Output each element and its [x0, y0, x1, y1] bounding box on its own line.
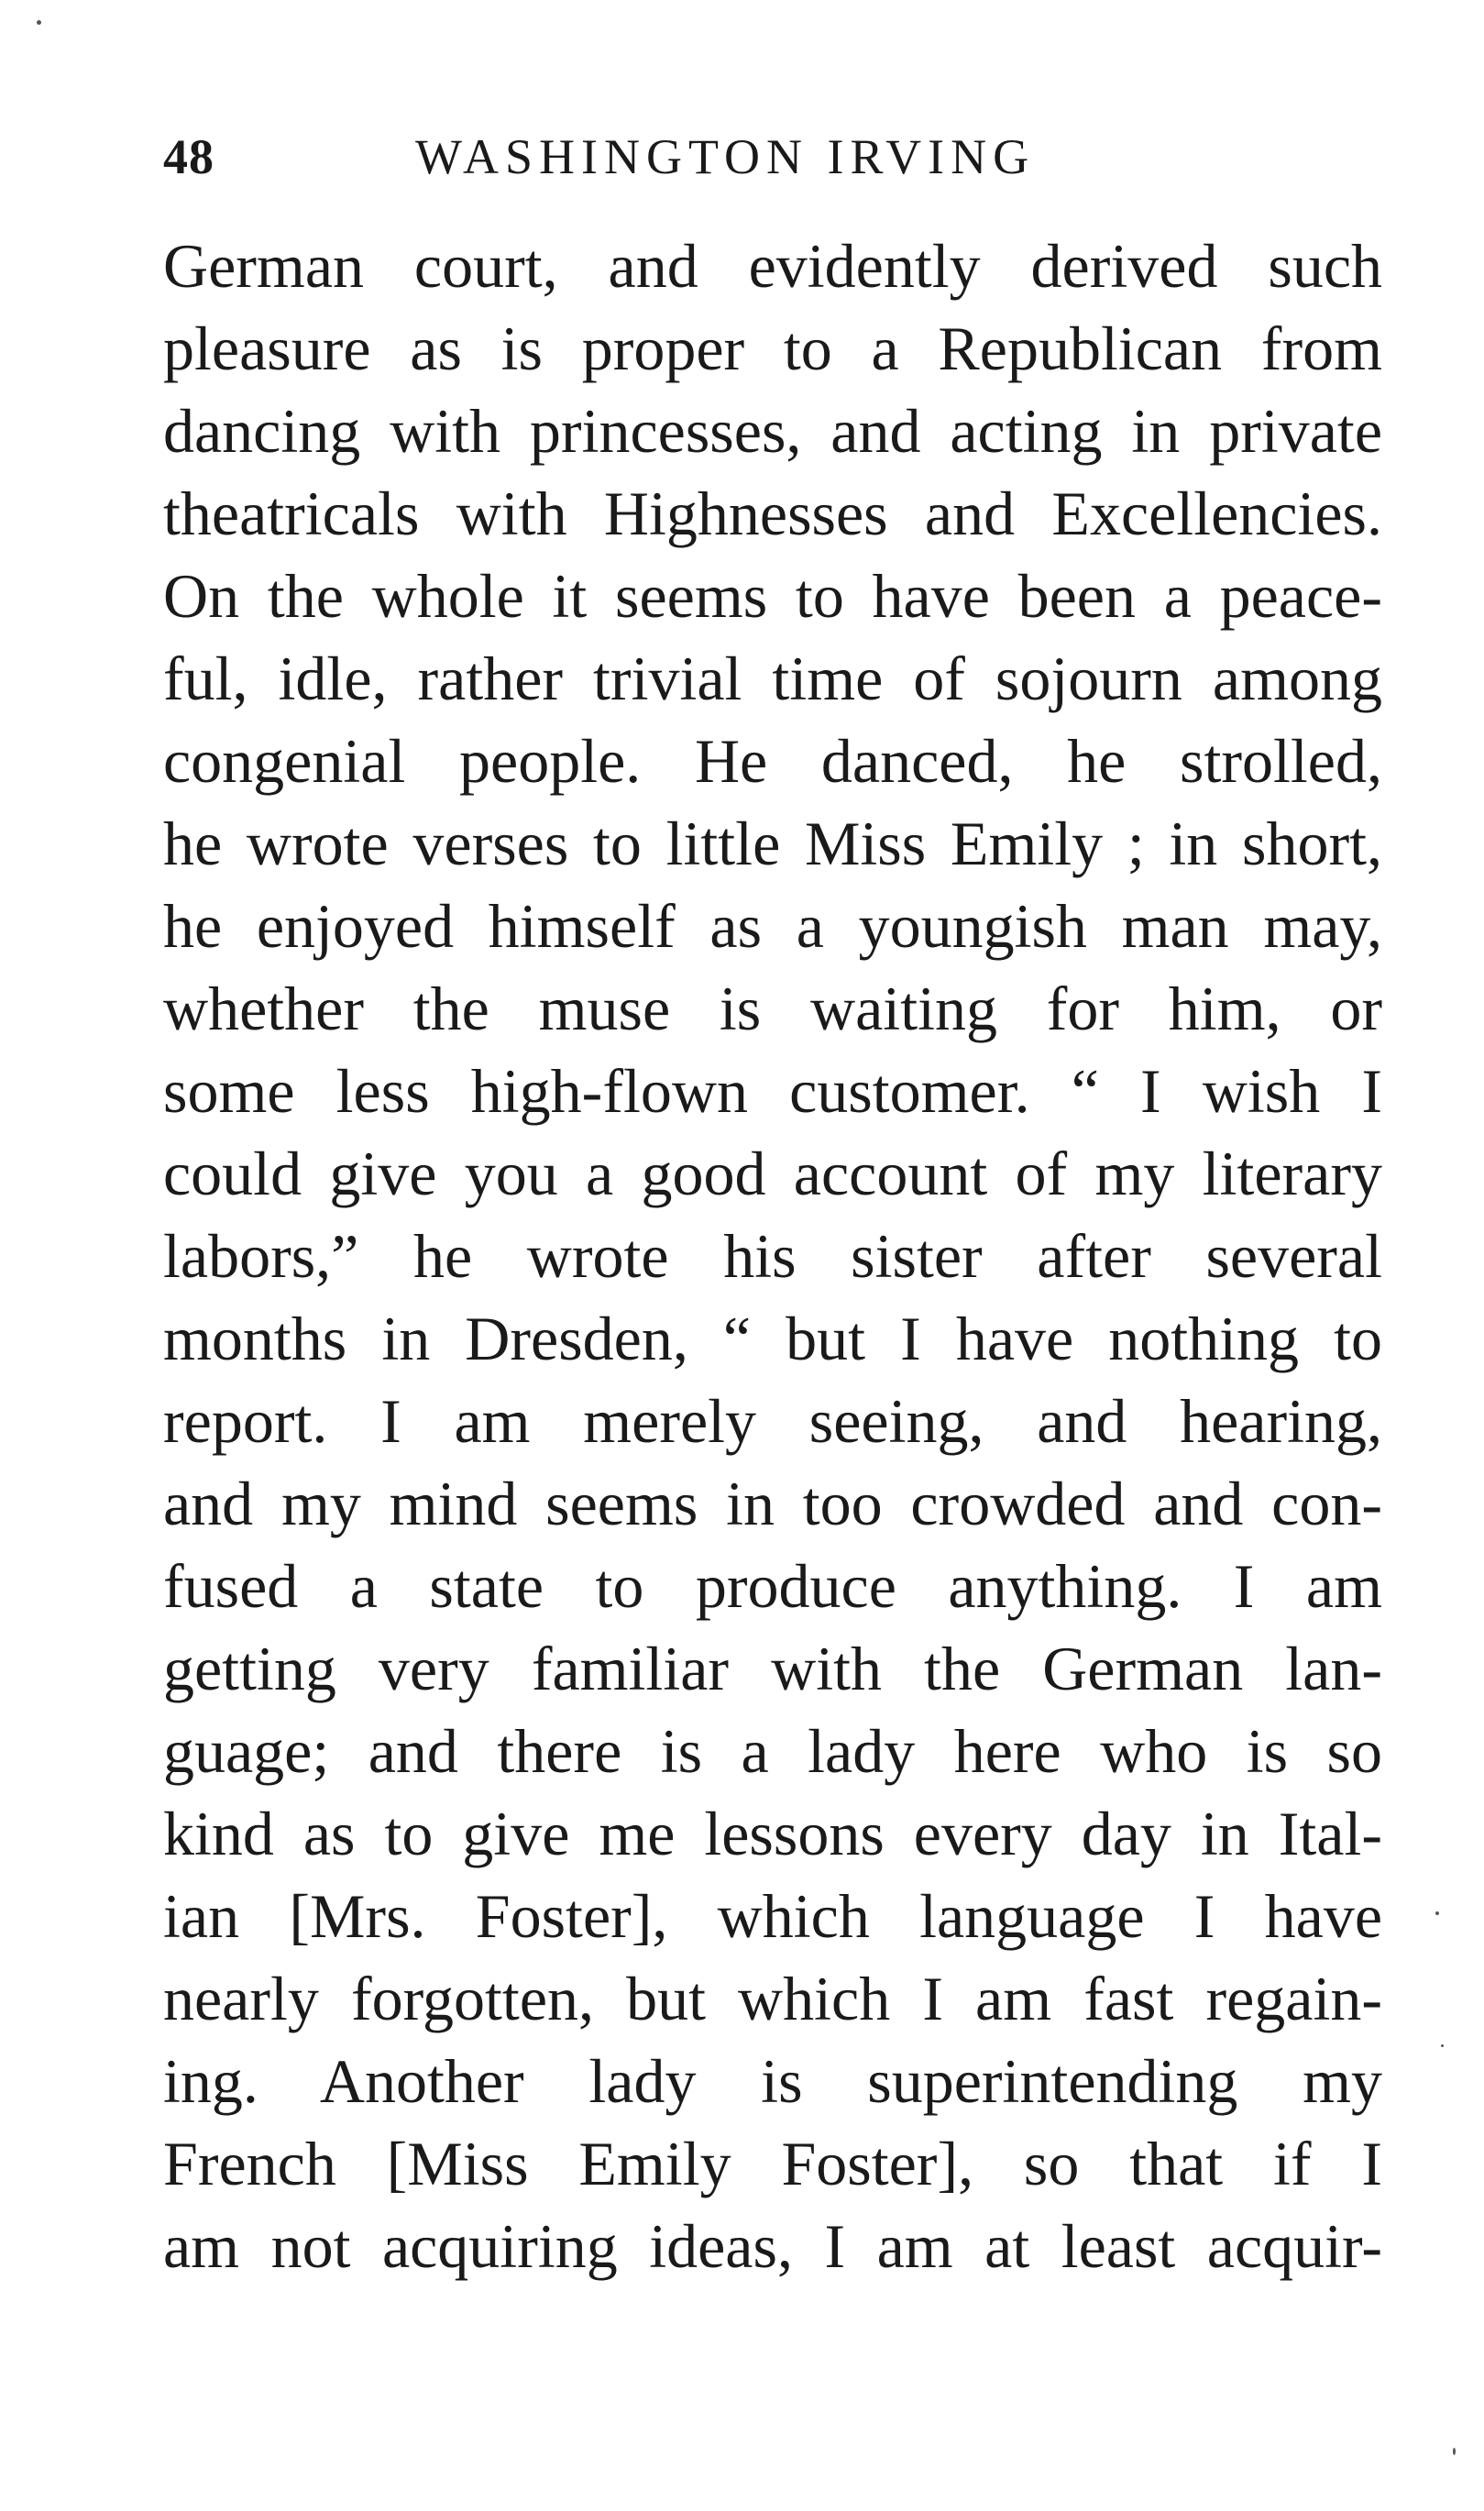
- text-line: nearly forgotten, but which I am fast regain-: [163, 1964, 1382, 2033]
- text-line: fused a state to produce anything. I am: [163, 1551, 1382, 1621]
- text-line: labors,” he wrote his sister after several: [163, 1221, 1382, 1291]
- text-line: ing. Another lady is superintending my: [163, 2046, 1382, 2116]
- text-line: kind as to give me lessons every day in Ital-: [163, 1799, 1382, 1868]
- text-line: congenial people. He danced, he strolled,: [163, 726, 1382, 796]
- text-line: guage; and there is a lady here who is so: [163, 1716, 1382, 1786]
- text-line: am not acquiring ideas, I am at least acquir-: [163, 2211, 1382, 2281]
- text-line: could give you a good account of my literary: [163, 1139, 1382, 1208]
- scan-speck: [1435, 1911, 1439, 1915]
- page-header: [163, 128, 1382, 202]
- scan-speck: [1453, 2448, 1456, 2455]
- text-line: report. I am merely seeing, and hearing,: [163, 1386, 1382, 1456]
- text-line: he wrote verses to little Miss Emily ; in short,: [163, 809, 1382, 878]
- text-line: theatricals with Highnesses and Excellencies.: [163, 479, 1382, 548]
- text-line: whether the muse is waiting for him, or: [163, 974, 1382, 1043]
- text-line: pleasure as is proper to a Republican from: [163, 314, 1382, 383]
- text-line: some less high-flown customer. “ I wish I: [163, 1056, 1382, 1126]
- scan-speck: [1441, 2044, 1444, 2047]
- text-line: and my mind seems in too crowded and con-: [163, 1469, 1382, 1538]
- scan-speck: [37, 20, 41, 25]
- text-line: On the whole it seems to have been a peace-: [163, 561, 1382, 631]
- text-line: months in Dresden, “ but I have nothing to: [163, 1304, 1382, 1373]
- text-line: ful, idle, rather trivial time of sojourn among: [163, 644, 1382, 713]
- text-line: he enjoyed himself as a youngish man may,: [163, 891, 1382, 961]
- text-line: getting very familiar with the German lan-: [163, 1634, 1382, 1703]
- text-line: French [Miss Emily Foster], so that if I: [163, 2129, 1382, 2198]
- text-line: ian [Mrs. Foster], which language I have: [163, 1881, 1382, 1951]
- body-text: [163, 225, 1382, 2287]
- text-line: dancing with princesses, and acting in private: [163, 396, 1382, 466]
- text-line: German court, and evidently derived such: [163, 231, 1382, 301]
- running-head: WASHINGTON IRVING: [415, 129, 1036, 184]
- page-number: 48: [163, 129, 214, 184]
